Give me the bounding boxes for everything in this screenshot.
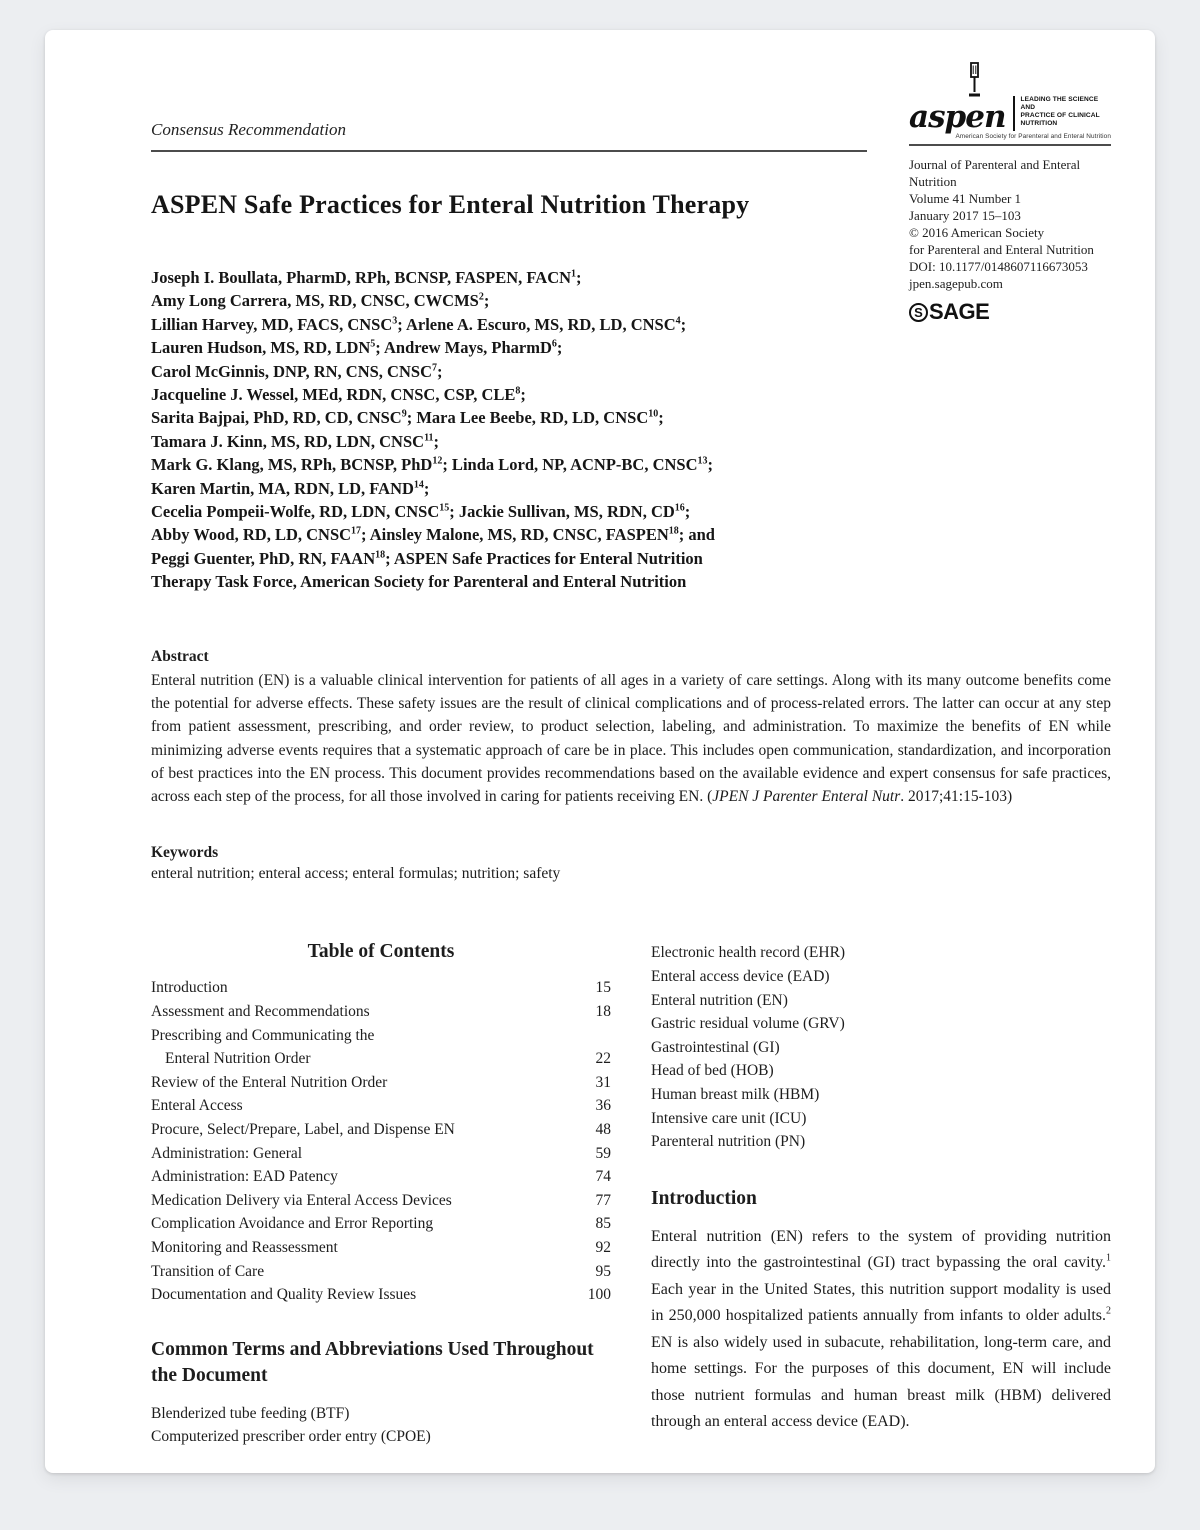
abbreviation-item: Enteral access device (EAD) xyxy=(651,968,830,986)
toc-entry-label: Review of the Enteral Nutrition Order xyxy=(151,1073,388,1091)
sage-logo xyxy=(909,299,1111,325)
toc-heading: Table of Contents xyxy=(307,941,455,963)
journal-info-line: jpen.sagepub.com xyxy=(909,276,1003,291)
author-line: Tamara J. Kinn, MS, RD, LDN, CNSC$^{11}$; xyxy=(151,431,440,451)
toc-entry-page: 77 xyxy=(595,1191,611,1209)
aspen-tagline-line1: LEADING THE SCIENCE AND xyxy=(1020,96,1099,111)
toc-entry xyxy=(151,1000,611,1024)
common-terms-heading: Common Terms and Abbreviations Used Throughout the Document xyxy=(151,1338,594,1386)
common-term-item: Blenderized tube feeding (BTF) xyxy=(151,1404,350,1422)
author-line: Cecelia Pompeii-Wolfe, RD, LDN, CNSC$^{15}$; Jackie Sullivan, MS, RDN, CD$^{16}$; xyxy=(151,502,691,522)
abbreviation-item: Human breast milk (HBM) xyxy=(651,1086,820,1104)
toc-entry-page: 95 xyxy=(595,1262,611,1280)
abbreviation-item: Electronic health record (EHR) xyxy=(651,944,846,962)
toc-entry-label: Prescribing and Communicating the xyxy=(151,1026,375,1044)
toc-entry-label: Complication Avoidance and Error Reporting xyxy=(151,1215,434,1233)
toc-entry xyxy=(151,1165,611,1189)
journal-info-line: © 2016 American Society xyxy=(909,225,1045,240)
keywords-heading: Keywords xyxy=(151,844,219,862)
toc-entry-label: Procure, Select/Prepare, Label, and Dispense EN xyxy=(151,1121,455,1139)
journal-info-line: Volume 41 Number 1 xyxy=(909,191,1022,206)
toc-entry xyxy=(151,976,611,1000)
journal-info-line: Journal of Parenteral and Enteral xyxy=(909,157,1081,172)
toc-entry-page: 31 xyxy=(595,1073,611,1091)
toc-entry xyxy=(151,1236,611,1260)
toc-entry-page: 59 xyxy=(595,1144,611,1162)
journal-info xyxy=(909,156,1111,292)
article-category: Consensus Recommendation xyxy=(151,120,347,139)
abbreviation-item: Gastrointestinal (GI) xyxy=(651,1038,780,1056)
author-line: Carol McGinnis, DNP, RN, CNS, CNSC$^7$; xyxy=(151,361,443,381)
journal-info-line: for Parenteral and Enteral Nutrition xyxy=(909,242,1094,257)
sage-s-icon: S xyxy=(909,303,928,322)
toc-entry-page: 74 xyxy=(595,1168,611,1186)
author-line: Amy Long Carrera, MS, RD, CNSC, CWCMS$^2$; xyxy=(151,291,490,311)
toc-entry xyxy=(151,1283,611,1307)
toc-entry-label: Administration: General xyxy=(151,1144,303,1162)
aspen-logo xyxy=(909,70,1111,146)
abbreviation-item: Gastric residual volume (GRV) xyxy=(651,1015,845,1033)
toc-entry xyxy=(151,1212,611,1236)
toc-entry-label: Assessment and Recommendations xyxy=(151,1003,370,1021)
abbreviation-item: Parenteral nutrition (PN) xyxy=(651,1133,806,1151)
abbreviation-item: Enteral nutrition (EN) xyxy=(651,991,788,1009)
toc-entry xyxy=(151,1071,611,1095)
article-title: ASPEN Safe Practices for Enteral Nutrition Therapy xyxy=(151,190,750,219)
author-line: Lillian Harvey, MD, FACS, CNSC$^3$; Arlene A. Escuro, MS, RD, LD, CNSC$^4$; xyxy=(151,314,687,334)
toc-entry xyxy=(151,1118,611,1142)
toc-entry-label: Enteral Nutrition Order xyxy=(165,1050,311,1068)
journal-info-line: Nutrition xyxy=(909,174,957,189)
author-line: Abby Wood, RD, LD, CNSC$^{17}$; Ainsley Malone, MS, RD, CNSC, FASPEN$^{18}$; and xyxy=(151,525,715,545)
glass-icon xyxy=(967,62,982,103)
table-of-contents xyxy=(151,976,611,1306)
introduction-heading: Introduction xyxy=(651,1187,757,1209)
toc-entry-page: 15 xyxy=(595,979,611,997)
toc-entry xyxy=(151,1047,611,1071)
abstract-text: Enteral nutrition (EN) is a valuable clinical intervention for patients of all ages in a variety of care settings. Along with its many outcome benefits come the potential for adverse effects. These safety issues are the result of clinical complications and of process-related errors. The latter can occur at any step from patient assessment, prescribing, and order review, to product selection, labeling, and administration. To maximize the benefits of EN while minimizing adverse events requires that a systematic approach of care be in place. This includes open communication, standardization, and incorporation of best practices into the EN process. This document provides recommendations based on the available evidence and expert consensus for safe practices, across each step of the process, for all those involved in caring for patients receiving EN. (JPEN J Parenter Enteral Nutr. 2017;41:15-103) xyxy=(151,671,1111,806)
toc-entry xyxy=(151,1094,611,1118)
toc-entry-page: 100 xyxy=(587,1286,611,1304)
aspen-tagline xyxy=(1013,96,1111,131)
toc-entry-label: Medication Delivery via Enteral Access Devices xyxy=(151,1191,452,1209)
toc-entry xyxy=(151,1189,611,1213)
author-line: Mark G. Klang, MS, RPh, BCNSP, PhD$^{12}$; Linda Lord, NP, ACNP-BC, CNSC$^{13}$; xyxy=(151,455,713,475)
toc-entry xyxy=(151,1024,611,1048)
toc-entry-page: 48 xyxy=(595,1121,611,1139)
toc-entry-label: Monitoring and Reassessment xyxy=(151,1239,338,1256)
author-line: Joseph I. Boullata, PharmD, RPh, BCNSP, FASPEN, FACN$^1$; xyxy=(151,268,582,287)
author-line: Karen Martin, MA, RDN, LD, FAND$^{14}$; xyxy=(151,478,430,498)
abbreviation-item: Head of bed (HOB) xyxy=(651,1062,774,1080)
aspen-wordmark: aspen xyxy=(909,99,1006,135)
page-header xyxy=(151,70,1111,594)
toc-entry-label: Administration: EAD Patency xyxy=(151,1168,338,1186)
toc-entry-label: Transition of Care xyxy=(151,1262,265,1280)
author-line: Sarita Bajpai, PhD, RD, CD, CNSC$^9$; Mara Lee Beebe, RD, LD, CNSC$^{10}$; xyxy=(151,408,664,428)
abbreviation-list xyxy=(651,941,1111,1153)
abbreviation-item: Intensive care unit (ICU) xyxy=(651,1109,807,1127)
author-line: Peggi Guenter, PhD, RN, FAAN$^{18}$; ASPEN Safe Practices for Enteral Nutrition xyxy=(151,548,703,568)
aspen-tagline-line2: PRACTICE OF CLINICAL NUTRITION xyxy=(1020,112,1100,127)
journal-info-line: DOI: 10.1177/0148607116673053 xyxy=(909,259,1088,274)
sage-wordmark: SAGE xyxy=(929,299,990,324)
author-line: Therapy Task Force, American Society for Parenteral and Enteral Nutrition xyxy=(151,572,687,592)
toc-entry-page: 36 xyxy=(595,1097,611,1115)
toc-entry-page: 18 xyxy=(595,1003,611,1021)
aspen-society-subtext: American Society for Parenteral and Enteral Nutrition xyxy=(955,133,1111,140)
toc-entry-label: Enteral Access xyxy=(151,1097,243,1115)
author-line: Lauren Hudson, MS, RD, LDN$^5$; Andrew Mays, PharmD$^6$; xyxy=(151,338,563,358)
common-term-item: Computerized prescriber order entry (CPOE) xyxy=(151,1428,431,1446)
document-page xyxy=(45,30,1155,1473)
toc-entry xyxy=(151,1142,611,1166)
toc-entry-page: 92 xyxy=(595,1239,611,1256)
journal-info-line: January 2017 15–103 xyxy=(909,208,1021,223)
toc-entry xyxy=(151,1260,611,1284)
common-terms-list xyxy=(151,1402,611,1449)
abstract-heading: Abstract xyxy=(151,647,209,665)
author-line: Jacqueline J. Wessel, MEd, RDN, CNSC, CSP, CLE$^8$; xyxy=(151,385,526,405)
toc-entry-page: 85 xyxy=(595,1215,611,1233)
introduction-text: Enteral nutrition (EN) refers to the system of providing nutrition directly into the gastrointestinal (GI) tract bypassing the oral cavity.$^1$ Each year in the United States, this nutrition support modality is used in 250,000 hospitalized patients annually from infants to older adults.$^2$ EN is also widely used in subacute, rehabilitation, long-term care, and home settings. For the purposes of this document, EN will include those nutrient formulas and human breast milk (HBM) delivered through an enteral access device (EAD). xyxy=(651,1227,1111,1431)
toc-entry-page: 22 xyxy=(595,1050,611,1068)
running-head xyxy=(151,70,867,152)
toc-entry-label: Introduction xyxy=(151,979,228,997)
toc-entry-label: Documentation and Quality Review Issues xyxy=(151,1286,417,1304)
author-list xyxy=(151,266,867,594)
keywords-text: enteral nutrition; enteral access; enteral formulas; nutrition; safety xyxy=(151,865,561,883)
